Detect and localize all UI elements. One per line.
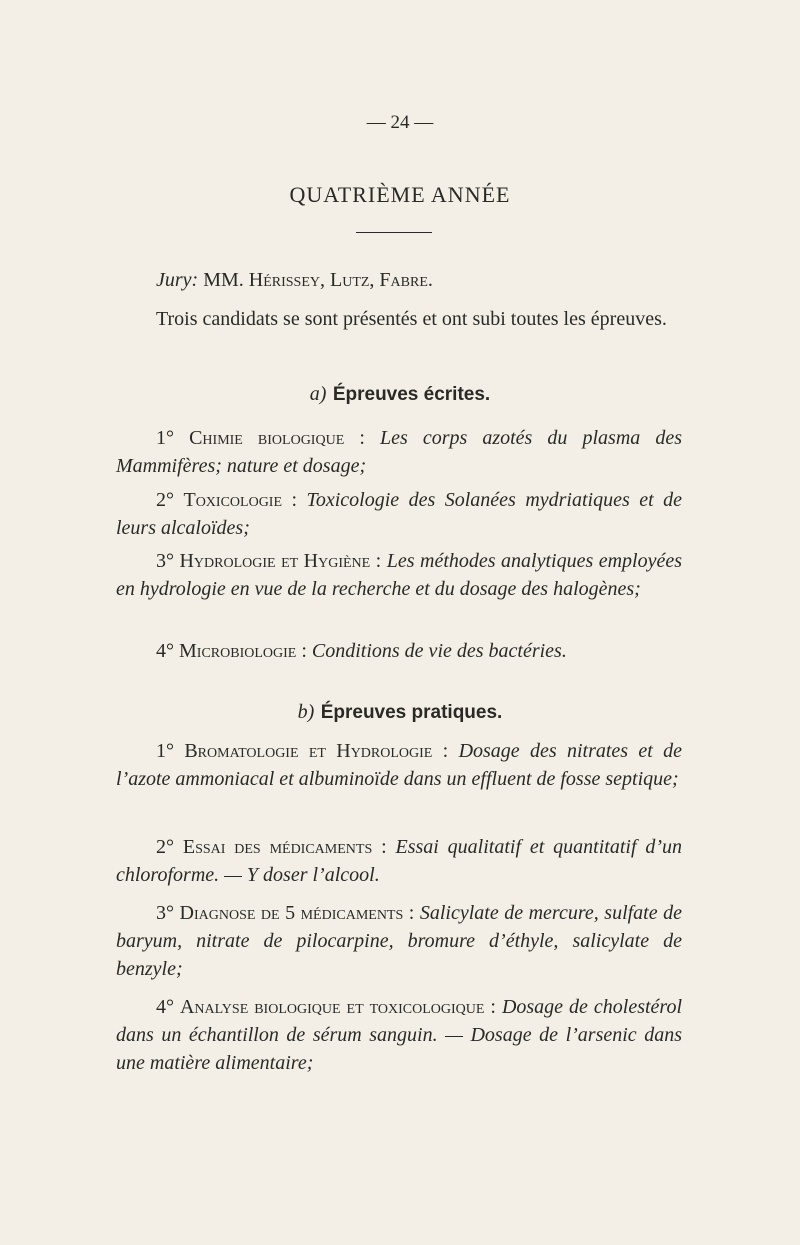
item-description: Les corps azotés du plasma des Mammifères; nature et dosage; <box>116 427 683 477</box>
item-description: Conditions de vie des bactéries. <box>311 640 567 662</box>
item-subject: Essai des médicaments <box>182 836 373 858</box>
item-description: Les méthodes analytiques employées en hydrologie en vue de la recherche et du dosage des halogènes; <box>116 550 682 600</box>
list-item: 3° Hydrologie et Hygiène : Les méthodes analytiques employées en hydrologie en vue de la recherche et du dosage des halogènes; <box>116 550 682 600</box>
section-title-pratiques <box>0 699 800 724</box>
item-description: Dosage des nitrates et de l’azote ammoniacal et albuminoïde dans un effluent de fosse septique; <box>116 740 683 790</box>
item-subject: Chimie biologique <box>189 427 345 449</box>
item-subject: Toxicologie <box>183 489 283 511</box>
list-item: 4° Analyse biologique et toxicologique : Dosage de cholestérol dans un échantillon de sérum sanguin. — Dosage de l’arsenic dans une matière alimentaire; <box>116 996 683 1074</box>
list-item: 2° Essai des médicaments : Essai qualitatif et quantitatif d’un chloroforme. — Y doser l’alcool. <box>116 836 683 886</box>
list-item: 1° Bromatologie et Hydrologie : Dosage des nitrates et de l’azote ammoniacal et albuminoïde dans un effluent de fosse septique; <box>116 740 683 790</box>
section-letter: b) <box>297 701 315 723</box>
item-subject: Hydrologie et Hygiène <box>179 550 371 572</box>
item-number: 1° <box>156 427 174 449</box>
item-number: 4° <box>156 640 174 662</box>
item-number: 4° <box>156 996 174 1018</box>
list-item: 2° Toxicologie : Toxicologie des Solanées mydriatiques et de leurs alcaloïdes; <box>116 489 683 539</box>
section-letter: a) <box>309 383 327 405</box>
item-number: 1° <box>156 740 174 762</box>
item-number: 2° <box>156 836 174 858</box>
item-number: 2° <box>156 489 174 511</box>
item-subject: Diagnose de 5 médicaments <box>179 902 404 924</box>
jury-line <box>116 266 682 294</box>
section-label: Épreuves pratiques. <box>320 702 503 723</box>
page-heading: QUATRIÈME ANNÉE <box>289 182 511 207</box>
list-item: 3° Diagnose de 5 médicaments : Salicylate de mercure, sulfate de baryum, nitrate de pilocarpine, bromure d’éthyle, salicylate de benzyle; <box>116 902 683 980</box>
item-subject: Microbiologie <box>179 640 297 662</box>
section-title-ecrites <box>0 381 800 406</box>
item-description: Salicylate de mercure, sulfate de baryum, nitrate de pilocarpine, bromure d’éthyle, salicylate de benzyle; <box>116 902 683 980</box>
jury-label: Jury: <box>156 269 199 291</box>
list-item: 4° Microbiologie : Conditions de vie des bactéries. <box>156 640 567 662</box>
item-description: Dosage de cholestérol dans un échantillon de sérum sanguin. — Dosage de l’arsenic dans une matière alimentaire; <box>116 996 683 1074</box>
item-description: Essai qualitatif et quantitatif d’un chloroforme. — Y doser l’alcool. <box>116 836 683 886</box>
item-subject: Analyse biologique et toxicologique <box>179 996 485 1018</box>
page-number: — 24 — <box>366 112 434 133</box>
intro-paragraph: Trois candidats se sont présentés et ont subi toutes les épreuves. <box>156 308 667 330</box>
item-subject: Bromatologie et Hydrologie <box>184 740 433 762</box>
item-number: 3° <box>156 902 174 924</box>
jury-names: MM. Hérissey, Lutz, Fabre. <box>203 269 433 291</box>
list-item: 1° Chimie biologique : Les corps azotés du plasma des Mammifères; nature et dosage; <box>116 427 683 477</box>
item-number: 3° <box>156 550 174 572</box>
item-description: Toxicologie des Solanées mydriatiques et de leurs alcaloïdes; <box>116 489 683 539</box>
section-label: Épreuves écrites. <box>332 384 491 405</box>
heading-rule <box>356 232 432 233</box>
